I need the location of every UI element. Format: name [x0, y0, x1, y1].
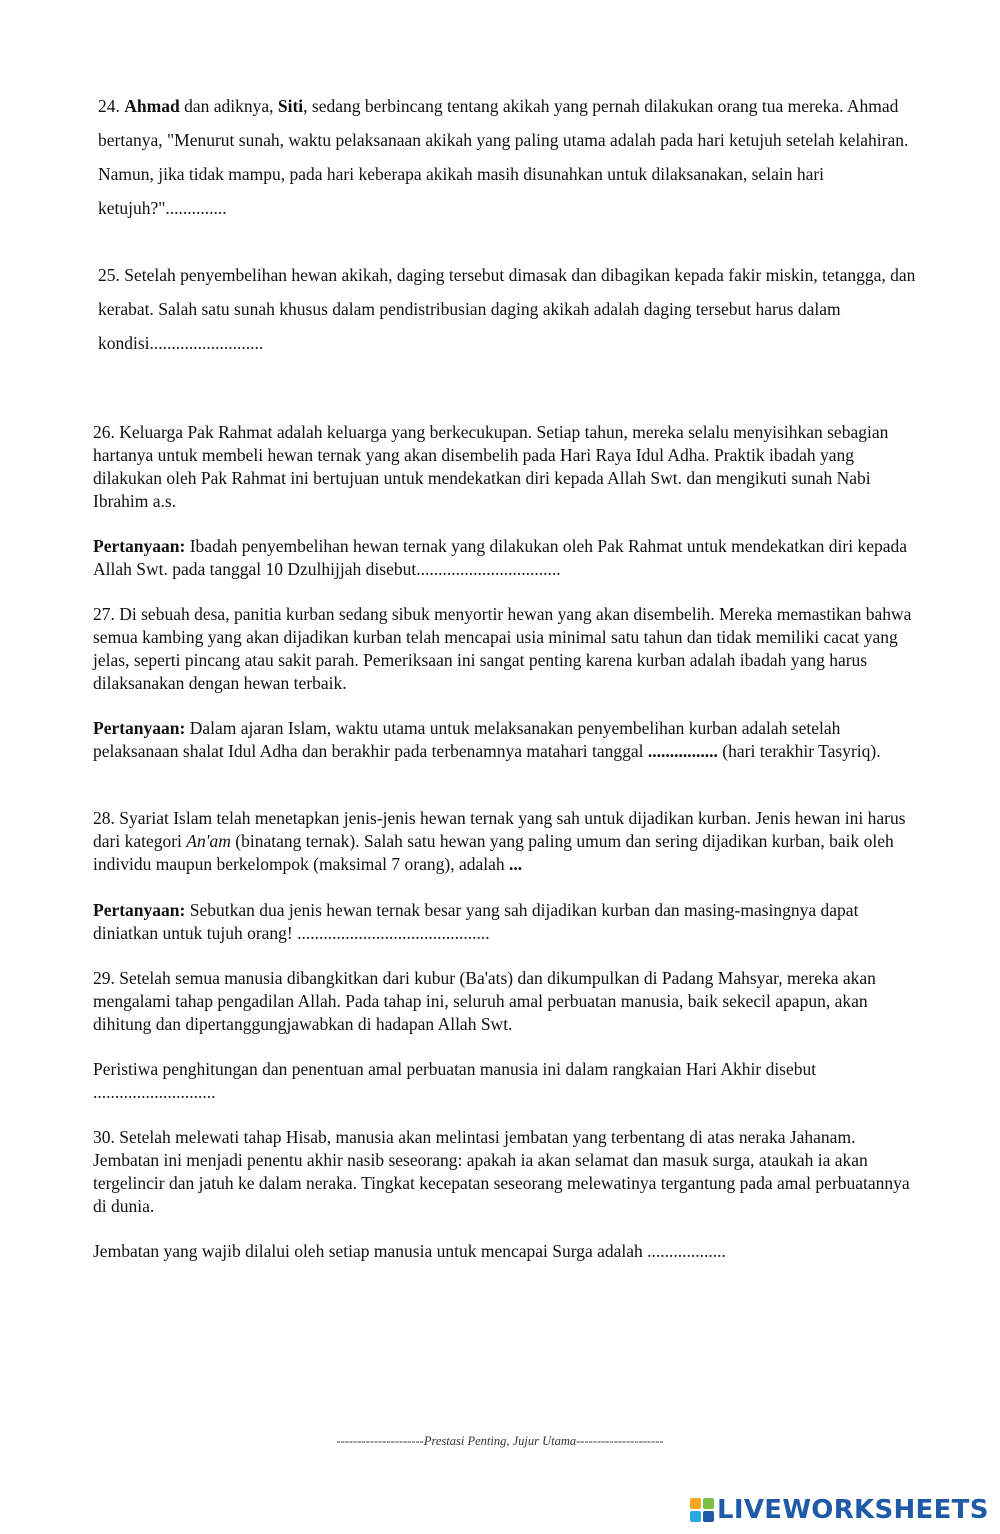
- answer-blank: ................: [647, 741, 718, 761]
- liveworksheets-logo-icon: [690, 1498, 714, 1522]
- term-anam: An'am: [186, 831, 231, 851]
- name-siti: Siti: [277, 96, 304, 116]
- answer-blank: ...: [509, 854, 523, 874]
- question-label: Pertanyaan:: [93, 900, 186, 920]
- question-30-text: 30. Setelah melewati tahap Hisab, manusia akan melintasi jembatan yang terbentang di atas neraka Jahanam. Jembatan ini menjadi penentu akhir nasib seseorang: apakah ia akan selamat dan masuk surga, ataukah ia akan tergelincir dan jatuh ke dalam neraka. Tingkat kecepatan seseorang melewatinya tergantung pada amal perbuatannya di dunia.: [93, 1127, 910, 1216]
- question-27-prompt: Pertanyaan: Dalam ajaran Islam, waktu utama untuk melaksanakan penyembelihan kurban adalah setelah pelaksanaan shalat Idul Adha dan berakhir pada terbenamnya matahari tanggal ................ (hari terakhir Tasyriq).: [93, 718, 881, 761]
- question-28-text: 28. Syariat Islam telah menetapkan jenis-jenis hewan ternak yang sah untuk dijadikan kurban. Jenis hewan ini harus dari kategori An'am (binatang ternak). Salah satu hewan yang paling umum dan sering dijadikan kurban, baik oleh individu maupun berkelompok (maksimal 7 orang), adalah ...: [93, 808, 906, 874]
- question-25: 25. Setelah penyembelihan hewan akikah, daging tersebut dimasak dan dibagikan kepada fakir miskin, tetangga, dan kerabat. Salah satu sunah khusus dalam pendistribusian daging akikah adalah daging tersebut harus dalam kondisi..........................: [98, 265, 916, 353]
- liveworksheets-brand[interactable]: [690, 1494, 989, 1526]
- question-28-prompt: Pertanyaan: Sebutkan dua jenis hewan ternak besar yang sah dijadikan kurban dan masing-masingnya dapat diniatkan untuk tujuh orang! ............................................: [93, 900, 859, 943]
- brand-name: LIVEWORKSHEETS: [717, 1495, 989, 1525]
- question-29-text: 29. Setelah semua manusia dibangkitkan dari kubur (Ba'ats) dan dikumpulkan di Padang Mahsyar, mereka akan mengalami tahap pengadilan Allah. Pada tahap ini, seluruh amal perbuatan manusia, baik sekecil apapun, akan dihitung dan dipertanggungjawabkan di hadapan Allah Swt.: [93, 968, 876, 1034]
- question-label: Pertanyaan:: [93, 718, 186, 738]
- question-26-prompt: Pertanyaan: Ibadah penyembelihan hewan ternak yang dilakukan oleh Pak Rahmat untuk mendekatkan diri kepada Allah Swt. pada tanggal 10 Dzulhijjah disebut.................................: [93, 536, 907, 579]
- question-29-prompt: Peristiwa penghitungan dan penentuan amal perbuatan manusia ini dalam rangkaian Hari Akhir disebut ............................: [93, 1059, 817, 1102]
- page-footer: ---------------------Prestasi Penting, Jujur Utama---------------------: [336, 1434, 664, 1448]
- question-26-text: 26. Keluarga Pak Rahmat adalah keluarga yang berkecukupan. Setiap tahun, mereka selalu menyisihkan sebagian hartanya untuk membeli hewan ternak yang akan disembelih pada Hari Raya Idul Adha. Praktik ibadah yang dilakukan oleh Pak Rahmat ini bertujuan untuk mendekatkan diri kepada Allah Swt. dan mengikuti sunah Nabi Ibrahim a.s.: [93, 422, 889, 511]
- question-24: 24. Ahmad dan adiknya, Siti, sedang berbincang tentang akikah yang pernah dilakukan orang tua mereka. Ahmad bertanya, "Menurut sunah, waktu pelaksanaan akikah yang paling utama adalah pada hari ketujuh setelah kelahiran. Namun, jika tidak mampu, pada hari keberapa akikah masih disunahkan untuk dilaksanakan, selain hari ketujuh?"..............: [98, 96, 909, 218]
- logo-square: [690, 1511, 701, 1522]
- logo-square: [703, 1498, 714, 1509]
- name-ahmad: Ahmad: [124, 96, 180, 116]
- logo-square: [690, 1498, 701, 1509]
- logo-square: [703, 1511, 714, 1522]
- question-30-prompt: Jembatan yang wajib dilalui oleh setiap manusia untuk mencapai Surga adalah ..................: [93, 1241, 726, 1261]
- question-27-text: 27. Di sebuah desa, panitia kurban sedang sibuk menyortir hewan yang akan disembelih. Mereka memastikan bahwa semua kambing yang akan dijadikan kurban telah mencapai usia minimal satu tahun dan tidak memiliki cacat yang jelas, seperti pincang atau sakit parah. Pemeriksaan ini sangat penting karena kurban adalah ibadah yang harus dilaksanakan dengan hewan terbaik.: [93, 604, 912, 693]
- question-label: Pertanyaan:: [93, 536, 186, 556]
